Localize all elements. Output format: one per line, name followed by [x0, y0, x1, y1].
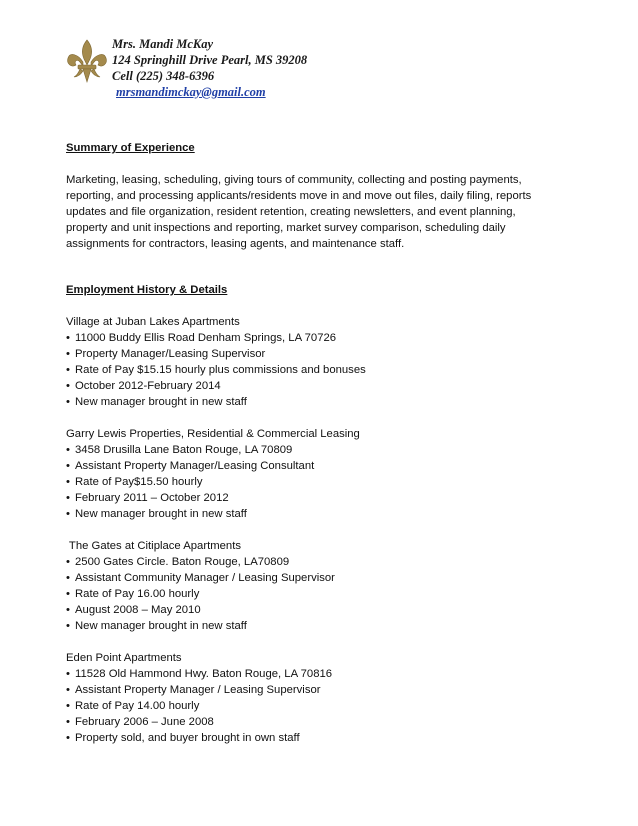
job-entry — [66, 314, 586, 410]
list-item: • New manager brought in new staff — [66, 508, 247, 520]
job-employer: The Gates at Citiplace Apartments — [66, 540, 241, 552]
job-entry — [66, 650, 586, 746]
job-details — [66, 330, 586, 410]
employment-title: Employment History & Details — [66, 284, 228, 296]
job-employer: Garry Lewis Properties, Residential & Commercial Leasing — [66, 428, 360, 440]
job-entry — [66, 538, 586, 634]
job-details — [66, 442, 586, 522]
list-item: • October 2012-February 2014 — [66, 380, 221, 392]
list-item: • New manager brought in new staff — [66, 396, 247, 408]
job-details — [66, 666, 586, 746]
summary-line: updates and file organization, resident retention, creating newsletters, and event planning, — [66, 206, 516, 218]
candidate-phone: Cell (225) 348-6396 — [112, 69, 215, 83]
list-item: • Property sold, and buyer brought in own staff — [66, 732, 300, 744]
list-item: • 2500 Gates Circle. Baton Rouge, LA70809 — [66, 556, 290, 568]
list-item: • Assistant Community Manager / Leasing Supervisor — [66, 572, 335, 584]
summary-line: Marketing, leasing, scheduling, giving tours of community, collecting and posting payments, — [66, 174, 522, 186]
list-item: • February 2011 – October 2012 — [66, 492, 229, 504]
contact-header — [112, 36, 307, 100]
summary-title: Summary of Experience — [66, 142, 195, 154]
list-item: • Rate of Pay 16.00 hourly — [66, 588, 200, 600]
list-item: • Assistant Property Manager / Leasing Supervisor — [66, 684, 321, 696]
fleur-de-lis-icon — [66, 38, 108, 84]
list-item: • 11528 Old Hammond Hwy. Baton Rouge, LA 70816 — [66, 668, 333, 680]
list-item: • Property Manager/Leasing Supervisor — [66, 348, 266, 360]
candidate-name: Mrs. Mandi McKay — [112, 37, 214, 51]
list-item: • Rate of Pay $15.15 hourly plus commissions and bonuses — [66, 364, 366, 376]
summary-line: reporting, and processing applicants/residents move in and move out files, daily filing, reports — [66, 190, 532, 202]
list-item: • August 2008 – May 2010 — [66, 604, 201, 616]
resume-body — [66, 140, 586, 746]
list-item: • 11000 Buddy Ellis Road Denham Springs, LA 70726 — [66, 332, 337, 344]
list-item: • 3458 Drusilla Lane Baton Rouge, LA 70809 — [66, 444, 293, 456]
summary-line: assignments for contractors, leasing agents, and maintenance staff. — [66, 238, 405, 250]
list-item: • Rate of Pay 14.00 hourly — [66, 700, 200, 712]
summary-line: property and unit inspections and reporting, market survey comparison, scheduling daily — [66, 222, 506, 234]
list-item: • New manager brought in new staff — [66, 620, 247, 632]
candidate-email-link[interactable]: mrsmandimckay@gmail.com — [116, 85, 266, 99]
job-entry — [66, 426, 586, 522]
job-details — [66, 554, 586, 634]
job-employer: Village at Juban Lakes Apartments — [66, 316, 240, 328]
list-item: • Assistant Property Manager/Leasing Consultant — [66, 460, 315, 472]
summary-text — [66, 172, 586, 252]
candidate-address: 124 Springhill Drive Pearl, MS 39208 — [112, 53, 308, 67]
list-item: • Rate of Pay$15.50 hourly — [66, 476, 203, 488]
list-item: • February 2006 – June 2008 — [66, 716, 214, 728]
job-employer: Eden Point Apartments — [66, 652, 182, 664]
